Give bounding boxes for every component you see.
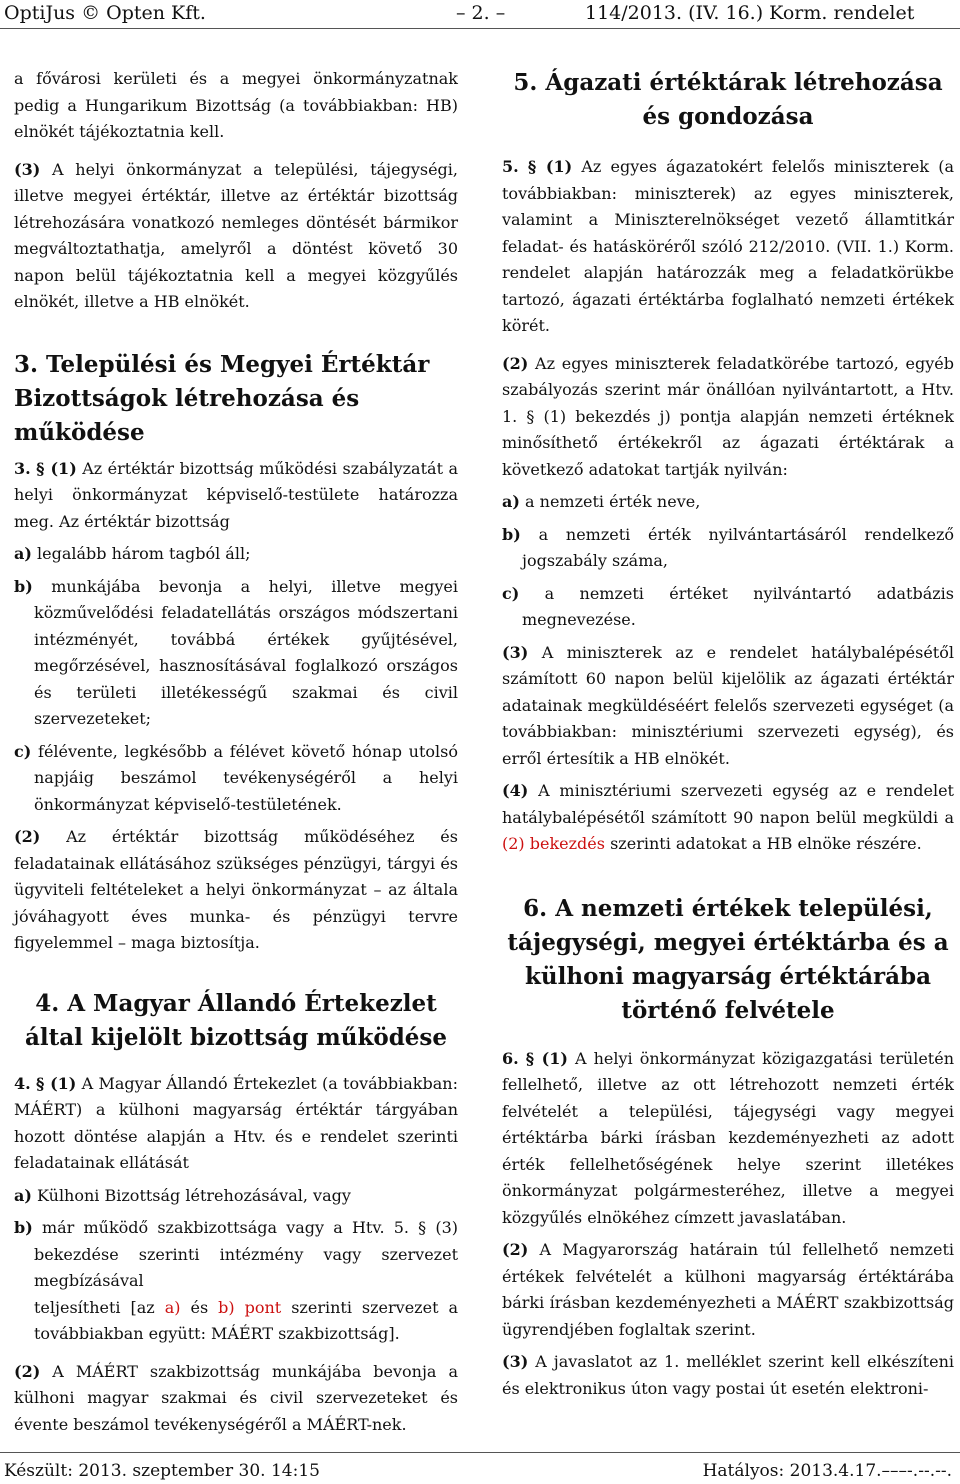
- document-title: 114/2013. (IV. 16.) Korm. rendelet: [585, 2, 915, 24]
- section-number: 3.: [14, 458, 31, 478]
- list-label: a): [502, 492, 520, 511]
- subsection-label: § (1): [36, 458, 77, 478]
- section-6-paragraph-3: [502, 1349, 954, 1402]
- paragraph-number: (3): [502, 1352, 529, 1371]
- section-number: 4.: [14, 1073, 31, 1093]
- list-text: Külhoni Bizottság létrehozásával, vagy: [37, 1185, 351, 1205]
- paragraph-text: A miniszterek az e rendelet hatálybalépésétől számított 60 napon belül kijelölik az ágazati értéktár adatainak megküldéséért felelős szervezeti egységet (a továbbiakban: minisztériumi szervezeti egység), és erről értesítik a HB elnökét.: [502, 642, 954, 768]
- list-item-b: [14, 574, 458, 733]
- paragraph-number: (3): [502, 642, 529, 662]
- subsection-label: § (1): [527, 157, 573, 176]
- section-3-paragraph-2: [14, 824, 458, 957]
- page-header: [0, 0, 960, 28]
- list-item-b: [14, 1215, 458, 1295]
- right-column: [502, 66, 954, 1402]
- publisher-label: OptiJus © Opten Kft.: [4, 2, 206, 24]
- paragraph-number: (2): [502, 353, 529, 373]
- paragraph-text: A javaslatot az 1. melléklet szerint kell elkészíteni és elektronikus úton vagy postai út esetén elektroni-: [502, 1352, 954, 1398]
- section-number: 5.: [502, 157, 519, 176]
- paragraph-number: (2): [14, 827, 41, 846]
- created-date: Készült: 2013. szeptember 30. 14:15: [4, 1461, 320, 1481]
- left-column: [14, 66, 458, 1438]
- list-item-a: [14, 1183, 458, 1210]
- list-item-c: [502, 581, 954, 634]
- paragraph-text: A Magyarország határain túl fellelhető nemzeti értékek felvételét a külhoni magyarság értéktárába bárki írásban kezdeményezheti a MÁÉRT szakbizottság ügyrendjében foglaltak szerint.: [502, 1240, 954, 1339]
- section-4-paragraph-2: [14, 1359, 458, 1439]
- continuation-text: és: [190, 1297, 209, 1317]
- paragraph-number: (2): [14, 1361, 41, 1381]
- paragraph-text: Az értéktár bizottság működési szabályzatát a helyi önkormányzat képviselő-testülete határozza meg. Az értéktár bizottság: [14, 458, 458, 531]
- list-item-c: [14, 739, 458, 819]
- paragraph-text: A helyi önkormányzat a települési, tájegységi, illetve megyei értéktár, illetve az értéktár bizottság létrehozására vonatkozó nemleges döntését bármikor megváltoztathatja, amelyről a döntést követő 30 napon belül tájékoztatnia kell a megyei közgyűlés elnökét, illetve a HB elnökét.: [14, 159, 458, 311]
- list-label: b): [14, 576, 33, 596]
- section-3-heading: 3. Települési és Megyei Értéktár Bizottságok létrehozása és működése: [14, 350, 430, 446]
- list-label: c): [502, 583, 520, 603]
- list-text: a nemzeti érték neve,: [525, 492, 701, 511]
- list-label: a): [14, 1185, 32, 1205]
- paragraph-number: (2): [502, 1240, 529, 1259]
- paragraph-text: Az értéktár bizottság működéséhez és feladatainak ellátásához szükséges pénzügyi, tárgyi és ügyviteli feltételeket a helyi önkormányzat – az általa jóváhagyott éves munka- és pénzügyi tervre figyelemmel – maga biztosítja.: [14, 827, 458, 952]
- header-divider: [0, 28, 960, 29]
- section-5-paragraph-4: [502, 778, 954, 858]
- subsection-label: § (1): [35, 1073, 77, 1093]
- page-number: – 2. –: [456, 2, 506, 24]
- paragraph-text: A helyi önkormányzat közigazgatási területén fellelhető, illetve az ott létrehozott nemzeti érték felvételét a települési, tájegységi vagy megyei értéktárba bárki írásban kezdeményezheti az adott érték fellelhetőségének helye szerint illetékes önkormányzat polgármesteréhez, illetve a megyei közgyűlés elnökéhez címzett javaslatában.: [502, 1048, 954, 1227]
- subsection-label: § (1): [525, 1048, 568, 1068]
- paragraph-number: (3): [14, 159, 41, 179]
- list-continuation: [14, 1295, 458, 1348]
- reference-link-a[interactable]: a): [164, 1297, 181, 1317]
- reference-link-b-pont[interactable]: b) pont: [218, 1297, 282, 1317]
- section-3-paragraph-1: [14, 456, 458, 536]
- paragraph-text: A Magyar Állandó Értekezlet (a továbbiakban: MÁÉRT) a külhoni magyarság értéktár tárgyában hozott döntése alapján a Htv. és e rendelet szerinti feladatainak ellátását: [14, 1073, 458, 1172]
- list-text: a nemzeti érték nyilvántartásáról rendelkező jogszabály száma,: [522, 524, 955, 570]
- list-item-a: [14, 541, 458, 568]
- section-4-heading: 4. A Magyar Állandó Értekezlet által kijelölt bizottság működése: [24, 989, 448, 1051]
- list-label: c): [14, 741, 32, 761]
- section-6-paragraph-1: [502, 1046, 954, 1232]
- list-text: legalább három tagból áll;: [37, 544, 251, 563]
- list-label: b): [14, 1218, 33, 1237]
- paragraph-text: A minisztériumi szervezeti egység az e rendelet hatálybalépésétől számított 90 napon belül megküldi a: [502, 781, 954, 827]
- list-label: b): [502, 524, 521, 544]
- paragraph-2-3: [14, 157, 458, 316]
- paragraph-text: A MÁÉRT szakbizottság munkájába bevonja a külhoni magyar szakmai és civil szervezeteket és évente beszámol tevékenységéről a MÁÉRT-nek.: [14, 1361, 458, 1434]
- list-text: félévente, legkésőbb a félévet követő hónap utolsó napjáig beszámol tevékenységéről a helyi önkormányzat képviselő-testületének.: [34, 741, 458, 814]
- section-5-paragraph-3: [502, 640, 954, 773]
- list-item-b: [502, 522, 954, 575]
- section-5-heading: 5. Ágazati értéktárak létrehozása és gondozása: [513, 69, 943, 130]
- reference-link-bekezdes[interactable]: (2) bekezdés: [502, 834, 605, 853]
- continuation-text: szerinti szervezet a továbbiakban együtt: MÁÉRT szakbizottság].: [34, 1297, 459, 1343]
- section-number: 6.: [502, 1048, 519, 1068]
- section-5-paragraph-1: [502, 154, 954, 340]
- section-5-paragraph-2: [502, 351, 954, 484]
- section-6-heading: 6. A nemzeti értékek települési, tájegységi, megyei értéktárba és a külhoni magyarság értéktárába történő felvétele: [507, 894, 949, 1024]
- footer-divider: [0, 1452, 960, 1453]
- list-label: a): [14, 544, 32, 563]
- list-text: már működő szakbizottsága vagy a Htv. 5. § (3) bekezdése szerinti intézmény vagy szervezet megbízásával: [34, 1218, 458, 1290]
- paragraph-text: szerinti adatokat a HB elnöke részére.: [610, 834, 922, 853]
- paragraph-number: (4): [502, 781, 529, 800]
- list-item-a: [502, 489, 954, 516]
- effective-date: Hatályos: 2013.4.17.–––-.--.--.: [702, 1461, 952, 1481]
- section-4-paragraph-1: [14, 1071, 458, 1177]
- section-6-paragraph-2: [502, 1237, 954, 1343]
- continuation-text: teljesítheti [az: [34, 1297, 155, 1317]
- paragraph-continuation: a fővárosi kerületi és a megyei önkormányzatnak pedig a Hungarikum Bizottság (a továbbiakban: HB) elnökét tájékoztatnia kell.: [14, 69, 458, 141]
- paragraph-text: Az egyes miniszterek feladatkörébe tartozó, egyéb szabályozás szerint már önállóan nyilvántartott, a Htv. 1. § (1) bekezdés j) pontja alapján nemzeti értéknek minősíthető értékekről az ágazati értéktárak a következő adatokat tartják nyilván:: [502, 353, 955, 479]
- list-text: munkájába bevonja a helyi, illetve megyei közművelődési feladatellátás országos módszertani intézményét, továbbá értékek gyűjtésével, megőrzésével, hasznosításával foglalkozó országos és területi illetékességű szakmai és civil szervezeteket;: [34, 576, 458, 728]
- list-text: a nemzeti értéket nyilvántartó adatbázis megnevezése.: [522, 583, 954, 629]
- paragraph-text: Az egyes ágazatokért felelős miniszterek (a továbbiakban: miniszterek) az egyes miniszterek, valamint a Miniszterelnökséget vezető államtitkár feladat- és hatásköréről szóló 212/2010. (VII. 1.) Korm. rendelet alapján határozzák meg a feladatkörükbe tartozó, ágazati értéktárba foglalható nemzeti értékek körét.: [502, 157, 954, 335]
